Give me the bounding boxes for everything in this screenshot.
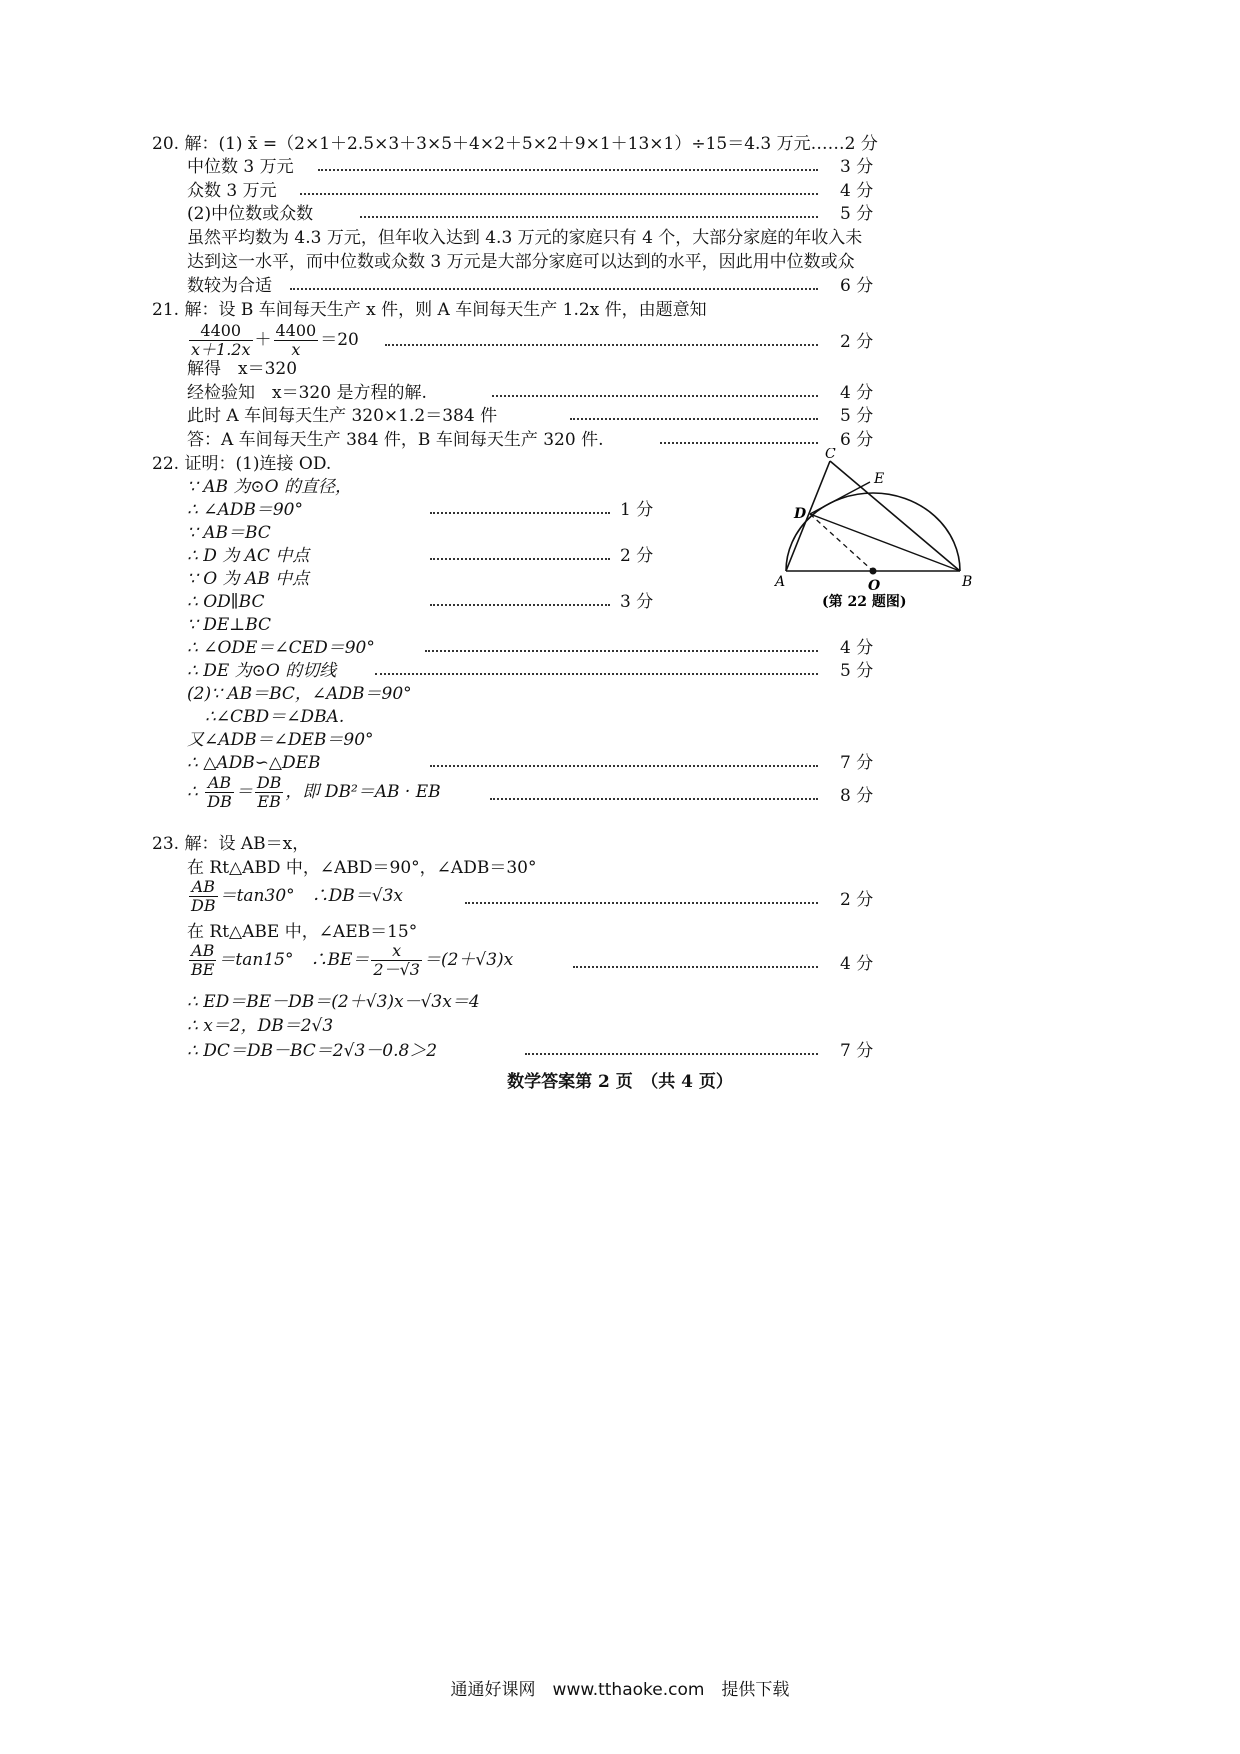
denominator: x＋1.2x — [191, 340, 251, 359]
page-footer: 数学答案第 2 页 （共 4 页） — [507, 1072, 733, 1092]
leader-dots — [318, 167, 818, 171]
label-o: O — [868, 578, 881, 594]
denominator: EB — [257, 792, 281, 811]
denominator: x — [291, 340, 301, 359]
leader-dots — [525, 1051, 818, 1055]
q22-step: ∴ ∠ADB＝90° — [187, 500, 303, 520]
leader-dots — [300, 191, 818, 195]
denominator: DB — [207, 792, 232, 811]
segment-bc — [830, 461, 960, 571]
plus-sign: ＋ — [254, 330, 272, 350]
q22-step-points: 7 分 — [840, 753, 874, 773]
leader-dots — [360, 214, 818, 218]
leader-dots — [430, 763, 818, 767]
numerator: x — [371, 942, 422, 961]
leader-dots — [375, 671, 818, 675]
leader-dots — [492, 393, 818, 397]
label-a: A — [775, 574, 786, 590]
q20-explain-2: 达到这一水平，而中位数或众数 3 万元是大部分家庭可以达到的水平，因此用中位数或众 — [187, 252, 855, 272]
therefore-sign: ∴ — [187, 782, 198, 802]
leader-dots — [573, 964, 818, 968]
fraction — [189, 322, 253, 359]
q22-step-points: 2 分 — [620, 546, 654, 566]
denominator: DB — [191, 896, 216, 915]
q22-step-points: 1 分 — [620, 500, 654, 520]
q22-step: ∵ AB 为⊙O 的直径， — [187, 477, 352, 497]
numerator: AB — [189, 878, 218, 897]
leader-dots — [385, 342, 818, 346]
label-b: B — [962, 574, 973, 590]
q21-line-1: 21. 解：设 B 车间每天生产 x 件，则 A 车间每天生产 1.2x 件，由题意知 — [152, 300, 707, 320]
numerator: DB — [256, 773, 282, 792]
denominator: 2－√3 — [373, 960, 420, 979]
leader-dots — [425, 648, 818, 652]
q22-step-points: 3 分 — [620, 592, 654, 612]
q21-answer-points: 6 分 — [840, 430, 874, 450]
q20-mode-points: 4 分 — [840, 181, 874, 201]
q23-line-8-points: 7 分 — [840, 1041, 874, 1061]
q22-step-points: 4 分 — [840, 638, 874, 658]
denominator: BE — [191, 960, 215, 979]
q22-line-1: 22. 证明：(1)连接 OD. — [152, 454, 332, 474]
q22-figure — [770, 448, 1000, 608]
segment-ac — [786, 461, 830, 571]
q21-result-a-points: 5 分 — [840, 406, 874, 426]
q22-step: ∴ △ADB∽△DEB — [187, 753, 321, 773]
q22-ratio-points: 8 分 — [840, 786, 874, 806]
q23-line-4: 在 Rt△ABE 中，∠AEB＝15° — [187, 922, 418, 942]
tan30-result: ＝tan30° ∴DB＝√3x — [219, 886, 403, 906]
equation-rhs: ＝20 — [320, 330, 359, 350]
q22-step: (2)∵ AB＝BC，∠ADB＝90° — [187, 684, 412, 704]
center-point — [870, 568, 877, 575]
q20-line-1: 20. 解：(1) x̄ =（2×1＋2.5×3＋3×5＋4×2＋5×2＋9×1＋13×1）÷15＝4.3 万元……2 分 — [152, 134, 878, 154]
q23-line-8: ∴ DC＝DB－BC＝2√3－0.8＞2 — [187, 1041, 438, 1061]
q22-step: ∵ DE⊥BC — [187, 615, 272, 635]
q22-step: ∴ D 为 AC 中点 — [187, 546, 310, 566]
fraction — [189, 942, 216, 979]
q22-step: ∴ ∠ODE＝∠CED＝90° — [187, 638, 375, 658]
numerator: AB — [189, 942, 216, 961]
q22-step: ∴ OD∥BC — [187, 592, 265, 612]
leader-dots — [430, 602, 610, 606]
q22-step: ∵ O 为 AB 中点 — [187, 569, 310, 589]
q23-line-7: ∴ x＝2，DB＝2√3 — [187, 1016, 334, 1036]
fraction — [255, 774, 284, 811]
fraction — [274, 322, 319, 359]
q23-tan30-points: 2 分 — [840, 890, 874, 910]
q21-verify-points: 4 分 — [840, 383, 874, 403]
leader-dots — [570, 416, 818, 420]
q22-ratio — [187, 772, 441, 812]
label-d: D — [794, 506, 807, 522]
segment-od — [810, 514, 873, 571]
figure-caption: (第 22 题图) — [822, 594, 907, 608]
q22-step: ∴∠CBD＝∠DBA. — [205, 707, 345, 727]
numerator: AB — [205, 774, 234, 793]
numerator: 4400 — [275, 321, 317, 340]
leader-dots — [465, 900, 818, 904]
q23-line-6: ∴ ED＝BE－DB＝(2＋√3)x－√3x＝4 — [187, 992, 480, 1012]
numerator: 4400 — [189, 322, 253, 341]
leader-dots — [660, 440, 818, 444]
leader-dots — [430, 556, 610, 560]
q21-solve: 解得 x＝320 — [187, 359, 298, 379]
q21-result-a: 此时 A 车间每天生产 320×1.2＝384 件 — [187, 406, 498, 426]
q20-median: 中位数 3 万元 — [187, 157, 294, 177]
q22-step-points: 5 分 — [840, 661, 874, 681]
q21-verify: 经检验知 x＝320 是方程的解. — [187, 383, 427, 403]
q22-step: ∵ AB＝BC — [187, 523, 271, 543]
site-credit: 通通好课网 www.tthaoke.com 提供下载 — [450, 1680, 790, 1700]
tan15-result: ＝(2＋√3)x — [423, 950, 514, 970]
q20-explain-1: 虽然平均数为 4.3 万元，但年收入达到 4.3 万元的家庭只有 4 个，大部分家庭的年收入未 — [187, 228, 863, 248]
q23-line-2: 在 Rt△ABD 中，∠ABD＝90°，∠ADB＝30° — [187, 858, 537, 878]
q23-tan15 — [187, 940, 513, 980]
q22-step: 又∠ADB＝∠DEB＝90° — [187, 730, 374, 750]
segment-db — [810, 514, 960, 571]
equals-sign: ＝ — [235, 782, 253, 802]
q20-part2-points: 5 分 — [840, 204, 874, 224]
q20-explain-3: 数较为合适 — [187, 276, 272, 296]
label-c: C — [825, 448, 836, 462]
fraction — [371, 942, 422, 979]
q20-mode: 众数 3 万元 — [187, 181, 277, 201]
q20-part2: (2)中位数或众数 — [187, 204, 314, 224]
leader-dots — [290, 286, 818, 290]
leader-dots — [490, 796, 818, 800]
fraction — [205, 774, 234, 811]
q22-step: ∴ DE 为⊙O 的切线 — [187, 661, 337, 681]
label-e: E — [874, 471, 885, 487]
q23-line-1: 23. 解：设 AB＝x， — [152, 834, 310, 854]
q23-tan15-points: 4 分 — [840, 954, 874, 974]
q20-explain-points: 6 分 — [840, 276, 874, 296]
leader-dots — [430, 510, 610, 514]
fraction — [189, 878, 218, 915]
tan15-mid: ＝tan15° ∴BE＝ — [218, 950, 370, 970]
q21-answer: 答：A 车间每天生产 384 件，B 车间每天生产 320 件. — [187, 430, 604, 450]
q21-equation — [187, 320, 359, 360]
q21-equation-points: 2 分 — [840, 332, 874, 352]
ratio-conclusion: ，即 DB²＝AB · EB — [285, 782, 441, 802]
q20-median-points: 3 分 — [840, 157, 874, 177]
q23-tan30 — [187, 876, 403, 916]
